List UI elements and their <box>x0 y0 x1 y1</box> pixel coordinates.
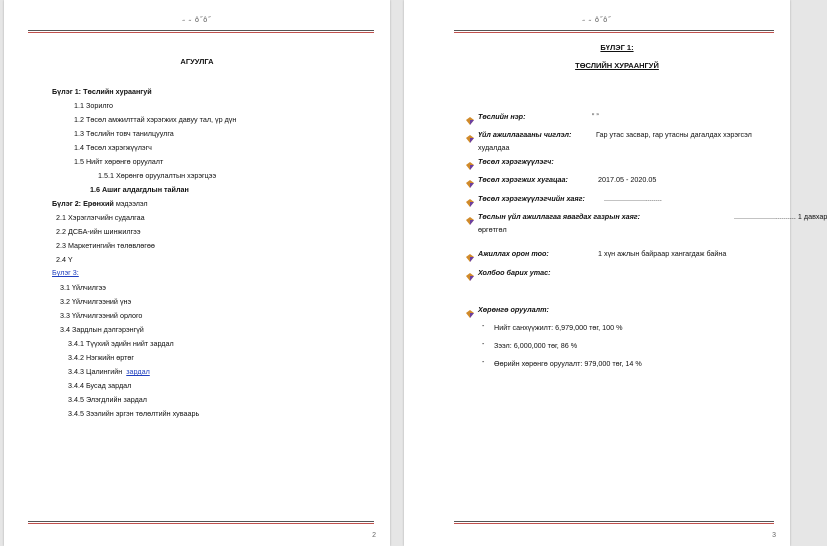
toc-entry[interactable]: 3.1 Үйлчилгээ <box>60 283 106 292</box>
toc-entry[interactable]: 1.1 Зорилго <box>74 101 113 110</box>
toc-entry[interactable] <box>68 367 150 376</box>
summary-label: Төсөл хэрэгжүүлэгч: <box>478 157 554 166</box>
header-rule-accent <box>28 32 374 33</box>
page-number: 2 <box>372 532 376 539</box>
toc-entry[interactable]: 3.4.5 Элэгдлийн зардал <box>68 395 147 404</box>
footer-rule-accent <box>454 523 774 524</box>
diamond-bullet-icon <box>466 268 474 276</box>
page-2 <box>4 0 390 546</box>
footer-rule <box>28 521 374 522</box>
summary-value: ............................. <box>604 194 662 203</box>
diamond-bullet-icon <box>466 112 474 120</box>
toc-entry[interactable]: 3.4.1 Түүхий эдийн нийт зардал <box>68 339 174 348</box>
diamond-bullet-icon <box>466 175 474 183</box>
diamond-bullet-icon <box>466 249 474 257</box>
investment-label: Хөрөнгө оруулалт: <box>478 305 549 314</box>
toc-entry-plain: 3.4.3 Цалингийн <box>68 367 123 376</box>
summary-label: Төслийн нэр: <box>478 112 526 121</box>
page-number: 3 <box>772 532 776 539</box>
toc-entry[interactable] <box>52 199 148 208</box>
investment-loan: Зээл: 6,000,000 төг, 86 % <box>494 341 578 350</box>
header-rule-accent <box>454 32 774 33</box>
summary-label: Холбоо барих утас: <box>478 268 551 277</box>
page-3 <box>404 0 827 546</box>
summary-label: Төсөл хэрэгжих хугацаа: <box>478 175 568 184</box>
footer-rule-accent <box>28 523 374 524</box>
toc-entry[interactable]: 2.4 Y <box>56 255 73 264</box>
footer-rule <box>454 521 774 522</box>
diamond-bullet-icon <box>466 305 474 313</box>
chapter-label: БҮЛЭГ 1: <box>600 43 634 52</box>
toc-entry[interactable]: 1.3 Төслийн товч танилцуулга <box>74 129 174 138</box>
toc-entry[interactable]: 3.4 Зардлын дэлгэрэнгүй <box>60 325 144 334</box>
toc-entry[interactable]: 1.5 Нийт хөрөнгө оруулалт <box>74 157 164 166</box>
summary-value: ˮ ˮ <box>592 112 599 121</box>
toc-entry[interactable]: 2.1 Хэрэглэгчийн судалгаа <box>56 213 145 222</box>
toc-entry[interactable]: 1.4 Төсөл хэрэгжүүлэгч <box>74 143 152 152</box>
diamond-bullet-icon <box>466 130 474 138</box>
toc-link-chapter-3[interactable]: Бүлэг 3: <box>52 268 79 277</box>
header-rule <box>454 30 774 31</box>
toc-title: АГУУЛГА <box>180 57 214 66</box>
summary-value-continued: өргөтгөл <box>478 225 507 234</box>
toc-entry[interactable]: 1.6 Ашиг алдагдлын тайлан <box>90 185 189 194</box>
investment-total: Нийт санхүүжилт: 6,979,000 төг, 100 % <box>494 323 623 332</box>
toc-link-salary[interactable]: зардал <box>126 367 150 376</box>
summary-value-continued: худалдаа <box>478 143 510 152</box>
toc-entry[interactable]: 3.4.5 Зээлийн эргэн төлөлтийн хуваарь <box>68 409 200 418</box>
header-rule <box>28 30 374 31</box>
summary-label: Ажиллах орон тоо: <box>478 249 549 258</box>
summary-value: ............................... 1 давхар <box>734 212 827 221</box>
header-mark: ˶ ˶ ô˝ô˝ <box>582 17 612 24</box>
header-mark: ˶ ˶ ô˝ô˝ <box>182 17 212 24</box>
dash-bullet-icon: - <box>482 341 485 348</box>
toc-entry[interactable]: 2.3 Маркетингийн төлөвлөгөө <box>56 241 155 250</box>
summary-value: Гар утас засвар, гар утасны дагалдах хэрэгсэл <box>596 130 752 139</box>
toc-entry[interactable]: 3.2 Үйлчилгээний үнэ <box>60 297 132 306</box>
diamond-bullet-icon <box>466 194 474 202</box>
toc-entry[interactable]: Бүлэг 1: Төслийн хураангуй <box>52 87 152 96</box>
investment-own: Өөрийн хөрөнгө оруулалт: 979,000 төг, 14 % <box>494 359 642 368</box>
chapter-title: ТӨСЛИЙН ХУРААНГУЙ <box>575 61 659 70</box>
toc-entry-plain: мэдээлэл <box>113 199 148 208</box>
toc-entry[interactable]: 3.4.4 Бусад зардал <box>68 381 132 390</box>
summary-value: 2017.05 - 2020.05 <box>598 175 657 184</box>
toc-entry[interactable]: 3.3 Үйлчилгээний орлого <box>60 311 143 320</box>
diamond-bullet-icon <box>466 157 474 165</box>
diamond-bullet-icon <box>466 212 474 220</box>
toc-entry-bold: Бүлэг 2: Ерөнхий <box>52 199 114 208</box>
dash-bullet-icon: - <box>482 323 485 330</box>
summary-label: Төслын үйл ажиллагаа явагдах газрын хаяг: <box>478 212 641 221</box>
toc-entry[interactable]: 1.2 Төсөл амжилттай хэрэгжих давуу тал, үр дүн <box>74 115 237 124</box>
dash-bullet-icon: - <box>482 359 485 366</box>
summary-label: Төсөл хэрэгжүүлэгчийн хаяг: <box>478 194 585 203</box>
toc-entry[interactable]: 3.4.2 Нэгжийн өртөг <box>68 353 135 362</box>
summary-label: Үйл ажиллагааны чиглэл: <box>478 130 572 139</box>
summary-value: 1 хүн ажлын байраар хангагдаж байна <box>598 249 727 258</box>
toc-entry[interactable]: 1.5.1 Хөрөнгө оруулалтын хэрэгцээ <box>98 171 217 180</box>
toc-entry[interactable]: 2.2 ДСБА-ийн шинжилгээ <box>56 227 141 236</box>
